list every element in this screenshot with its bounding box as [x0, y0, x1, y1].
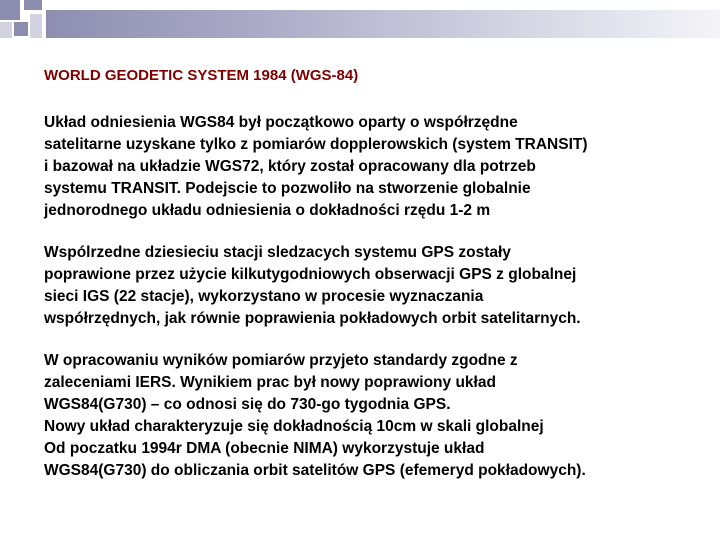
decor-square-1	[0, 0, 20, 20]
paragraph-line: Od poczatku 1994r DMA (obecnie NIMA) wykorzystuje układ	[44, 440, 485, 457]
paragraph-line: Wspólrzedne dziesieciu stacji sledzacych systemu GPS zostały	[44, 244, 511, 261]
paragraph-line: i bazował na układzie WGS72, który został opracowany dla potrzeb	[44, 158, 536, 175]
paragraph-line: satelitarne uzyskane tylko z pomiarów dopplerowskich (system TRANSIT)	[44, 136, 588, 153]
paragraph-line: W opracowaniu wyników pomiarów przyjeto standardy zgodne z	[44, 352, 518, 369]
paragraph-line: sieci IGS (22 stacje), wykorzystano w procesie wyznaczania	[44, 288, 484, 305]
decor-square-5	[30, 14, 42, 38]
paragraph-line: jednorodnego układu odniesienia o dokładności rzędu 1-2 m	[44, 202, 491, 219]
decor-square-3	[0, 22, 12, 38]
paragraph-line: WGS84(G730) do obliczania orbit satelitów GPS (efemeryd pokładowych).	[44, 462, 586, 479]
decor-square-2	[24, 0, 42, 10]
paragraph-line: współrzędnych, jak równie poprawienia pokładowych orbit satelitarnych.	[44, 310, 581, 327]
paragraph-1	[44, 112, 704, 222]
decor-header-bar	[46, 10, 720, 38]
paragraph-line: WGS84(G730) – co odnosi się do 730-go tygodnia GPS.	[44, 396, 451, 413]
paragraph-3	[44, 350, 704, 482]
paragraph-line: systemu TRANSIT. Podejscie to pozwoliło na stworzenie globalnie	[44, 180, 531, 197]
slide-title: WORLD GEODETIC SYSTEM 1984 (WGS-84)	[44, 67, 359, 84]
paragraph-line: poprawione przez użycie kilkutygodniowych obserwacji GPS z globalnej	[44, 266, 577, 283]
paragraph-line: Nowy układ charakteryzuje się dokładnością 10cm w skali globalnej	[44, 418, 544, 435]
decor-square-4	[14, 22, 28, 36]
paragraph-line: zaleceniami IERS. Wynikiem prac był nowy poprawiony układ	[44, 374, 496, 391]
paragraph-line: Układ odniesienia WGS84 był początkowo oparty o współrzędne	[44, 114, 518, 131]
paragraph-2	[44, 242, 704, 330]
